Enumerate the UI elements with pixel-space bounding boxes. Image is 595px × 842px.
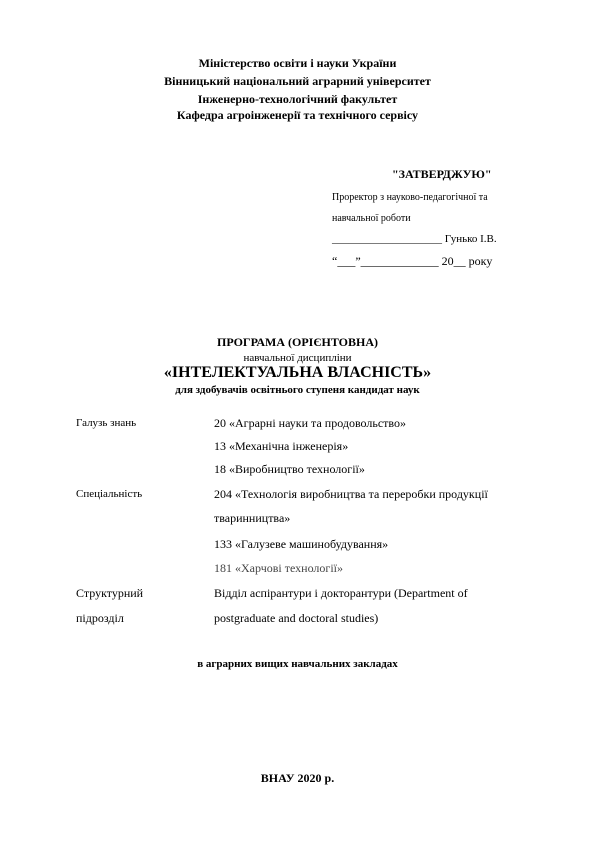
specialty-value: 204 «Технологія виробництва та переробки продукції [214,487,488,501]
field-label: Галузь знань [76,417,137,429]
field-value: 13 «Механічна інженерія» [214,439,349,453]
field-value: 18 «Виробництво технології» [214,462,365,476]
program-audience: для здобувачів освітнього ступеня кандидат наук [175,384,420,396]
approval-date-line: “___”_____________ 20__ року [332,254,493,268]
specialty-value: тваринництва» [214,511,291,525]
footer-year: ВНАУ 2020 р. [260,771,335,785]
approval-title: "ЗАТВЕРДЖУЮ" [392,167,492,181]
unit-label-line1: Структурний [76,586,144,600]
ministry-line: Міністерство освіти і науки України [198,56,397,70]
program-title: ПРОГРАМА (ОРІЄНТОВНА) [217,335,378,349]
approval-role-line2: навчальної роботи [332,213,411,224]
specialty-value: 133 «Галузеве машинобудування» [214,537,389,551]
field-value: 20 «Аграрні науки та продовольство» [214,416,406,430]
approval-signature-line: ____________________ Гунько І.В. [332,233,497,245]
institution-note: в аграрних вищих навчальних закладах [197,658,398,670]
specialty-value: 181 «Харчові технології» [214,561,343,575]
unit-value-line2: postgraduate and doctoral studies) [214,611,379,625]
unit-value-line1: Відділ аспірантури і докторантури (Department of [214,586,468,600]
program-subtitle: навчальної дисципліни [243,352,352,364]
specialty-label: Спеціальність [76,488,143,500]
university-line: Вінницький національний аграрний університет [164,74,431,88]
faculty-line: Інженерно-технологічний факультет [197,92,398,106]
approval-role-line1: Проректор з науково-педагогічної та [332,192,488,203]
unit-label-line2: підрозділ [76,611,124,625]
discipline-title: «ІНТЕЛЕКТУАЛЬНА ВЛАСНІСТЬ» [163,364,432,381]
department-line: Кафедра агроінженерії та технічного сервісу [176,108,419,122]
